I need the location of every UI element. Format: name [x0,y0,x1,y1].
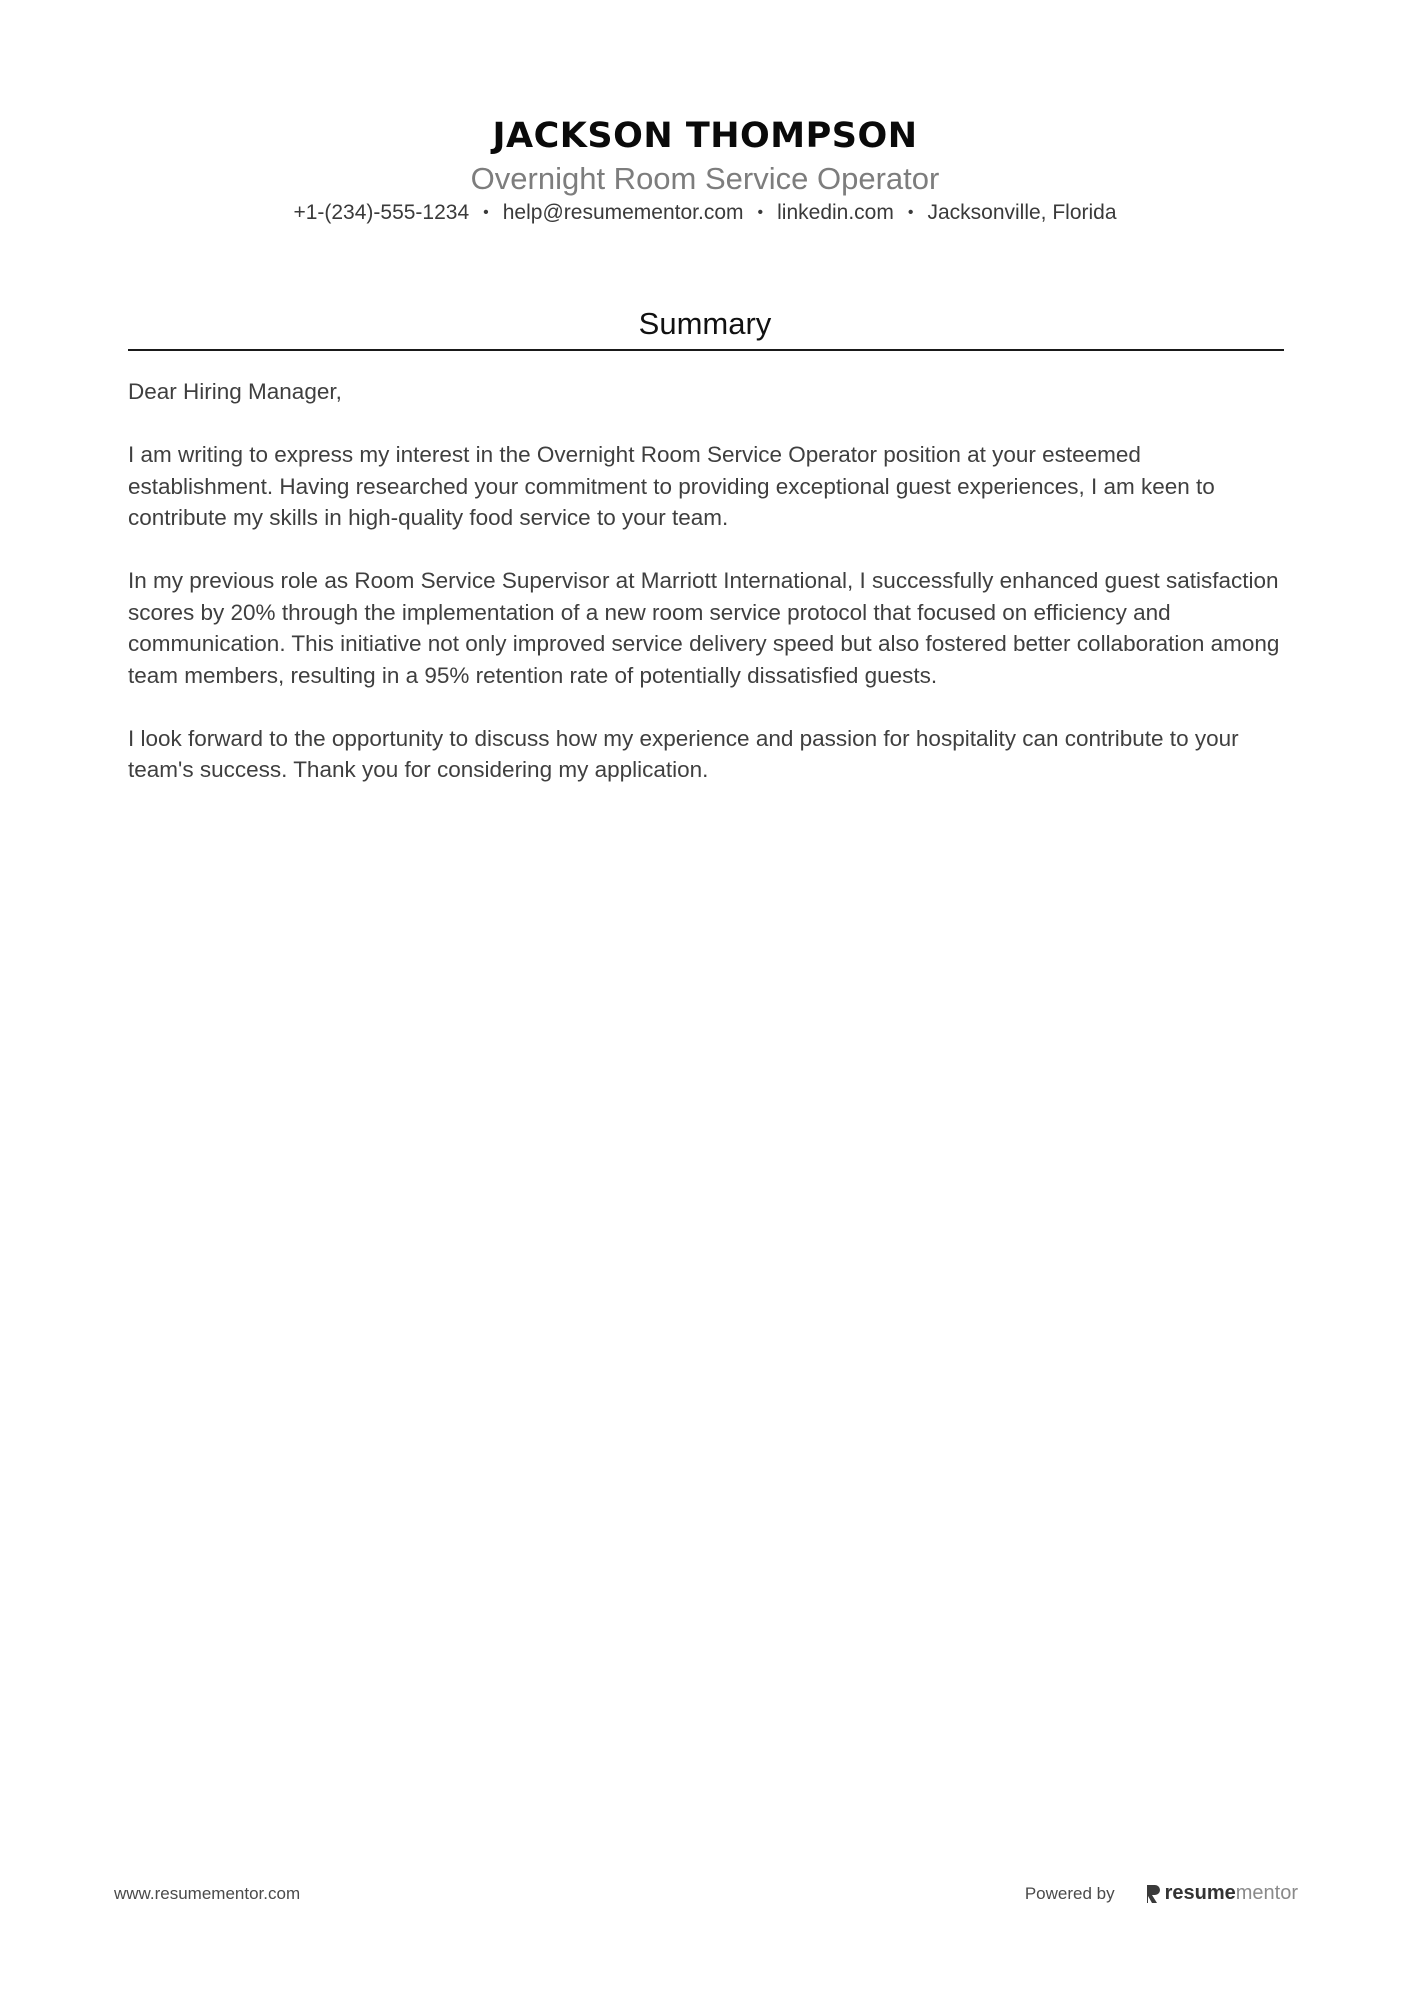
footer-website[interactable]: www.resumementor.com [114,1884,301,1903]
letter-paragraph: I look forward to the opportunity to discuss how my experience and passion for hospitality can contribute to your team's success. Thank you for considering my application. [128,725,1239,782]
contact-email[interactable]: help@resumementor.com [502,201,744,224]
footer-branding [1025,1882,1298,1905]
bullet-separator: • [757,204,764,221]
contact-location: Jacksonville, Florida [927,201,1117,224]
bullet-separator: • [907,204,914,221]
brand-name-light: mentor [1235,1882,1298,1904]
candidate-name: JACKSON THOMPSON [492,116,918,156]
resumementor-logo-icon [1145,1884,1161,1904]
letter-paragraph: In my previous role as Room Service Supervisor at Marriott International, I successfully enhanced guest satisfaction scores by 20% through the implementation of a new room service protocol that focused on efficiency and communication. This initiative not only improved service delivery speed but also fostered better collaboration among team members, resulting in a 95% retention rate of potentially dissatisfied guests. [128,568,1280,688]
cover-letter-body [128,376,1284,817]
letter-greeting: Dear Hiring Manager, [128,379,342,404]
powered-by-label: Powered by [1024,1883,1115,1903]
letter-paragraph: I am writing to express my interest in the Overnight Room Service Operator position at your esteemed establishment. Having researched your commitment to providing exceptional guest experiences, I am keen to contribute my skills in high-quality food service to your team. [128,442,1215,530]
brand-logo[interactable] [1145,1882,1298,1905]
section-title-summary: Summary [638,306,772,341]
resume-header [0,112,1410,230]
contact-phone: +1-(234)-555-1234 [293,201,470,224]
section-divider [128,349,1284,351]
bullet-separator: • [483,204,489,221]
brand-name-strong: resume [1164,1882,1236,1904]
contact-line [0,198,1410,230]
contact-linkedin[interactable]: linkedin.com [777,201,894,224]
job-title: Overnight Room Service Operator [470,161,940,196]
